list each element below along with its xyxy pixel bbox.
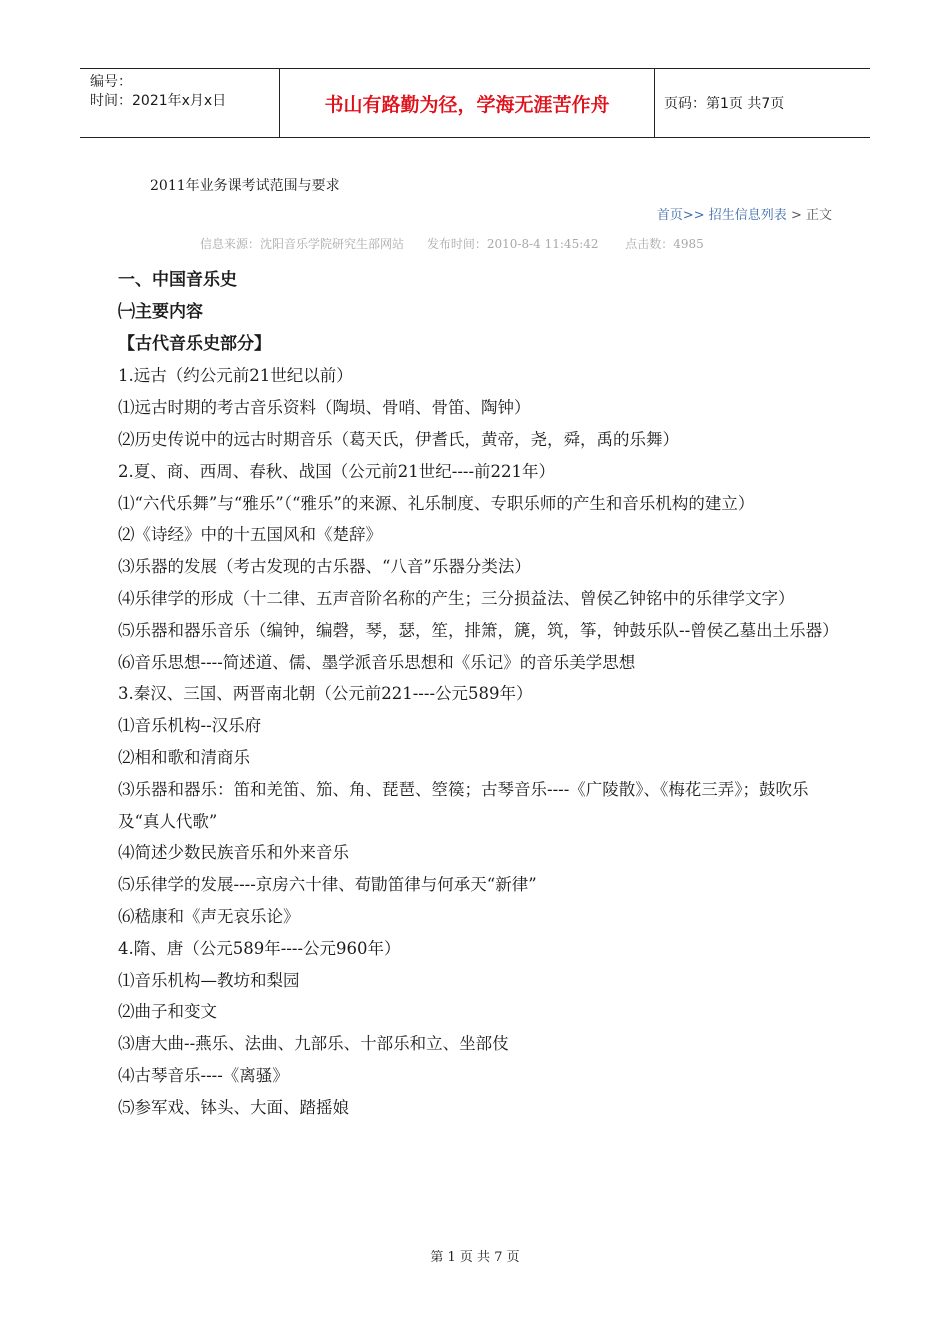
content-line: 3.秦汉、三国、两晋南北朝（公元前221----公元589年） xyxy=(118,684,533,704)
content-line: ⑷古琴音乐----《离骚》 xyxy=(118,1065,289,1085)
header-page-label: 页码：第1页 共7页 xyxy=(664,96,785,112)
section-heading: 一、中国音乐史 xyxy=(118,270,237,290)
content-line: ⑸乐律学的发展----京房六十律、荀勖笛律与何承天“新律” xyxy=(118,875,537,895)
breadcrumb-current: 正文 xyxy=(805,208,832,223)
document-title: 2011年业务课考试范围与要求 xyxy=(150,178,340,194)
breadcrumb-home-link[interactable]: 首页>> xyxy=(656,208,705,223)
content-line: ⑵历史传说中的远古时期音乐（葛天氏，伊耆氏，黄帝，尧，舜，禹的乐舞） xyxy=(118,429,679,449)
section-heading: ㈠主要内容 xyxy=(118,301,203,322)
content-line: ⑶乐器和器乐：笛和羌笛、笳、角、琵琶、箜篌；古琴音乐----《广陵散》、《梅花三弄》；鼓吹乐及“真人代歌” xyxy=(118,779,809,831)
content-line: ⑶乐器的发展（考古发现的古乐器、“八音”乐器分类法） xyxy=(118,557,531,577)
time-label: 时间：2021年x月x日 xyxy=(90,93,227,109)
content-line: ⑴远古时期的考古音乐资料（陶埙、骨哨、骨笛、陶钟） xyxy=(118,398,531,418)
content-line: ⑹音乐思想----简述道、儒、墨学派音乐思想和《乐记》的音乐美学思想 xyxy=(118,652,636,672)
breadcrumb xyxy=(657,204,832,223)
content-line: ⑸参军戏、钵头、大面、踏摇娘 xyxy=(118,1097,349,1117)
article-meta: 信息来源：沈阳音乐学院研究生部网站 发布时间：2010-8-4 11:45:42 点击数：4985 xyxy=(200,237,704,251)
section-heading: 【古代音乐史部分】 xyxy=(118,333,271,354)
header-info-cell xyxy=(80,69,280,137)
content-line: ⑷乐律学的形成（十二律、五声音阶名称的产生；三分损益法、曾侯乙钟铭中的乐律学文字） xyxy=(118,588,795,608)
header-motto: 书山有路勤为径，学海无涯苦作舟 xyxy=(280,69,655,137)
content-line: ⑸乐器和器乐音乐（编钟，编磬，琴，瑟，笙，排箫，篪，筑，筝，钟鼓乐队--曾侯乙墓出土乐器） xyxy=(118,620,839,640)
content-line: 1.远古（约公元前21世纪以前） xyxy=(118,366,353,386)
content-line: ⑴音乐机构—教坊和梨园 xyxy=(118,970,300,990)
content-line: ⑹嵇康和《声无哀乐论》 xyxy=(118,906,300,926)
content-line: ⑵相和歌和清商乐 xyxy=(118,747,250,767)
content-line: ⑵《诗经》中的十五国风和《楚辞》 xyxy=(118,525,382,545)
content-line: 2.夏、商、西周、春秋、战国（公元前21世纪----前221年） xyxy=(118,461,556,481)
breadcrumb-separator: > xyxy=(790,208,802,223)
article-body xyxy=(118,265,838,1124)
breadcrumb-list-link[interactable]: 招生信息列表 xyxy=(708,208,787,223)
content-line: ⑴“六代乐舞”与“雅乐”（“雅乐”的来源、礼乐制度、专职乐师的产生和音乐机构的建立） xyxy=(118,493,755,513)
content-line: ⑶唐大曲--燕乐、法曲、九部乐、十部乐和立、坐部伎 xyxy=(118,1034,509,1054)
content-line: ⑴音乐机构--汉乐府 xyxy=(118,716,262,736)
content-line: ⑷简述少数民族音乐和外来音乐 xyxy=(118,843,349,863)
content-line: 4.隋、唐（公元589年----公元960年） xyxy=(118,938,401,958)
number-label: 编号： xyxy=(90,74,132,90)
content-line: ⑵曲子和变文 xyxy=(118,1002,217,1022)
document-header xyxy=(80,68,870,138)
page-footer: 第 1 页 共 7 页 xyxy=(430,1250,520,1265)
